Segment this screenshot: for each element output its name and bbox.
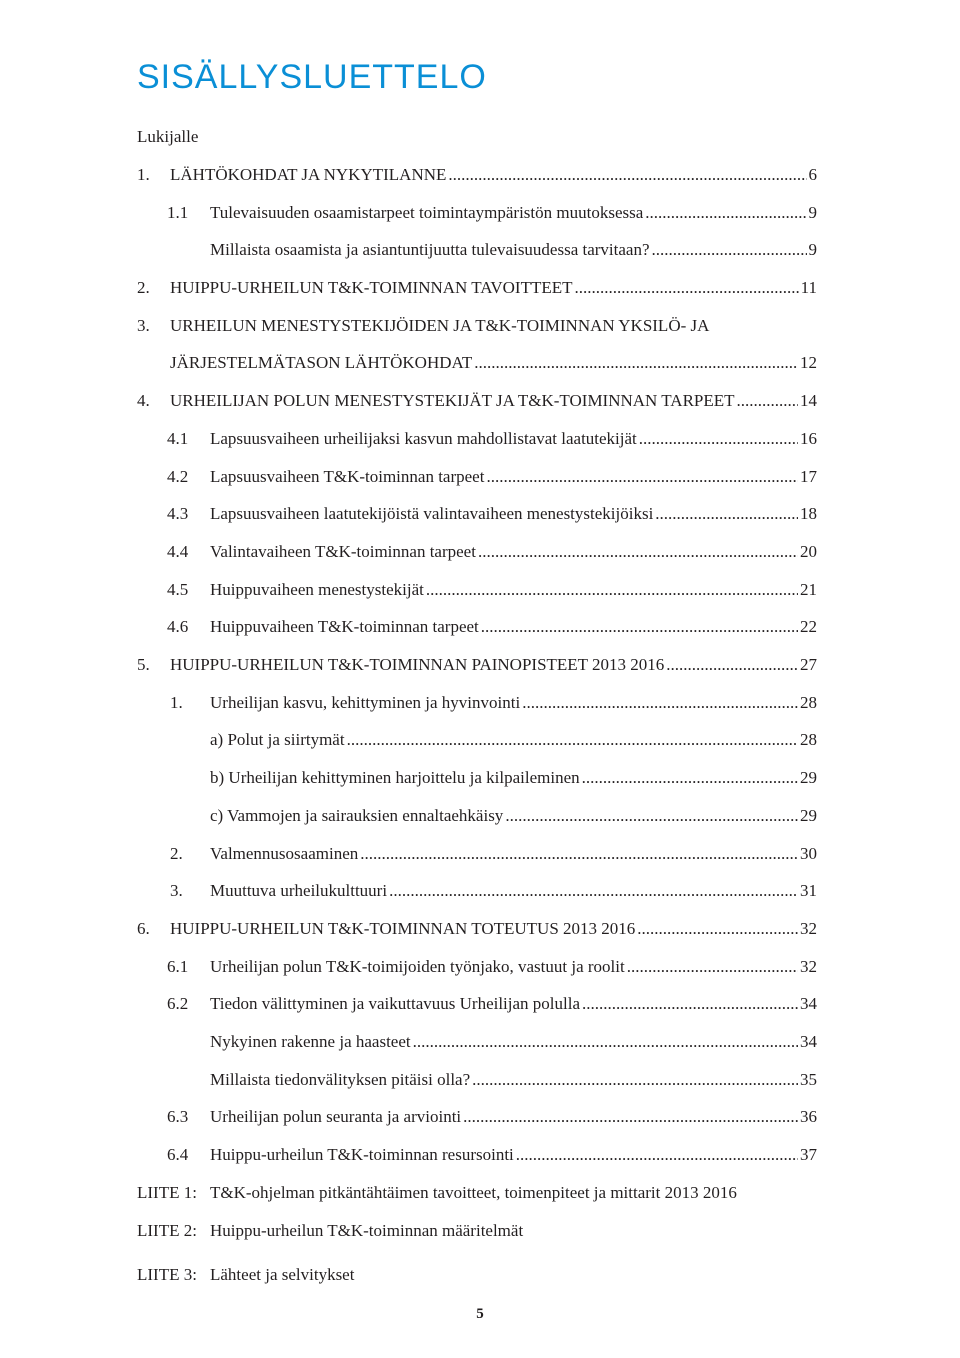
toc-entry-text: Millaista tiedonvälityksen pitäisi olla? bbox=[210, 1070, 471, 1089]
toc-entry-number: 6.3 bbox=[167, 1107, 189, 1126]
toc-entry-page: 9 bbox=[808, 240, 817, 259]
appendix-label: LIITE 2: bbox=[137, 1221, 197, 1240]
toc-entry-number: 4.1 bbox=[167, 429, 189, 448]
toc-leader-dots bbox=[645, 202, 806, 224]
toc-entry-page: 32 bbox=[800, 919, 817, 938]
toc-entry-text: HUIPPU-URHEILUN T&K-TOIMINNAN PAINOPISTEET 2013 2016 bbox=[170, 655, 665, 674]
toc-entry[interactable] bbox=[167, 428, 817, 450]
toc-entry-number: 3. bbox=[137, 316, 150, 335]
toc-entry-number: 4.2 bbox=[167, 467, 189, 486]
toc-entry-number: 6. bbox=[137, 919, 150, 938]
toc-leader-dots bbox=[652, 239, 807, 261]
toc-leader-dots bbox=[360, 843, 798, 865]
toc-entry-number: 2. bbox=[170, 844, 183, 863]
toc-entry-number: 4.3 bbox=[167, 504, 189, 523]
appendix-text: Huippu-urheilun T&K-toiminnan määritelmät bbox=[210, 1221, 524, 1240]
toc-entry-page: 12 bbox=[800, 353, 817, 372]
toc-entry-page: 17 bbox=[800, 467, 817, 486]
toc-entry[interactable] bbox=[170, 692, 817, 714]
toc-leader-dots bbox=[505, 805, 798, 827]
toc-leader-dots bbox=[463, 1106, 798, 1128]
toc-leader-dots bbox=[481, 616, 798, 638]
toc-entry-text: b) Urheilijan kehittyminen harjoittelu ja kilpaileminen bbox=[210, 768, 580, 787]
toc-entry-page: 28 bbox=[800, 730, 817, 749]
toc-lukijalle[interactable]: Lukijalle bbox=[137, 127, 199, 146]
toc-entry[interactable] bbox=[167, 579, 817, 601]
toc-entry[interactable] bbox=[170, 880, 817, 902]
toc-leader-dots bbox=[637, 918, 798, 940]
toc-entry-number: 6.2 bbox=[167, 994, 189, 1013]
toc-entry-text: Lapsuusvaiheen T&K-toiminnan tarpeet bbox=[210, 467, 485, 486]
toc-entry-text: Tulevaisuuden osaamistarpeet toimintaympäristön muutoksessa bbox=[210, 203, 644, 222]
toc-entry-page: 11 bbox=[800, 278, 817, 297]
toc-entry[interactable] bbox=[137, 918, 817, 940]
toc-entry-text: Urheilijan kasvu, kehittyminen ja hyvinvointi bbox=[210, 693, 521, 712]
toc-entry-page: 32 bbox=[800, 957, 817, 976]
toc-entry-page: 9 bbox=[808, 203, 817, 222]
toc-entry-number: 6.4 bbox=[167, 1145, 189, 1164]
toc-leader-dots bbox=[582, 767, 798, 789]
toc-entry-page: 22 bbox=[800, 617, 817, 636]
toc-entry-text: Lapsuusvaiheen urheilijaksi kasvun mahdollistavat laatutekijät bbox=[210, 429, 637, 448]
toc-entry[interactable] bbox=[210, 1069, 817, 1091]
toc-leader-dots bbox=[486, 466, 798, 488]
toc-entry-number: 3. bbox=[170, 881, 183, 900]
toc-entry-page: 31 bbox=[800, 881, 817, 900]
toc-entry[interactable] bbox=[167, 993, 817, 1015]
toc-entry[interactable] bbox=[167, 616, 817, 638]
toc-entry-page: 34 bbox=[800, 1032, 817, 1051]
toc-leader-dots bbox=[655, 503, 798, 525]
toc-entry-text: Muuttuva urheilukulttuuri bbox=[210, 881, 388, 900]
toc-entry-number: 1.1 bbox=[167, 203, 189, 222]
toc-leader-dots bbox=[582, 993, 798, 1015]
toc-entry[interactable] bbox=[137, 315, 817, 337]
toc-entry-text: HUIPPU-URHEILUN T&K-TOIMINNAN TOTEUTUS 2013 2016 bbox=[170, 919, 636, 938]
toc-entry-text: URHEILIJAN POLUN MENESTYSTEKIJÄT JA T&K-TOIMINNAN TARPEET bbox=[170, 391, 735, 410]
toc-entry-text: Nykyinen rakenne ja haasteet bbox=[210, 1032, 411, 1051]
toc-leader-dots bbox=[413, 1031, 798, 1053]
toc-entry-page: 35 bbox=[800, 1070, 817, 1089]
toc-leader-dots bbox=[472, 1069, 798, 1091]
toc-entry[interactable] bbox=[137, 277, 817, 299]
toc-entry[interactable] bbox=[167, 466, 817, 488]
toc-entry-page: 30 bbox=[800, 844, 817, 863]
toc-leader-dots bbox=[666, 654, 798, 676]
toc-entry-text: Valintavaiheen T&K-toiminnan tarpeet bbox=[210, 542, 476, 561]
toc-leader-dots bbox=[516, 1144, 798, 1166]
toc-leader-dots bbox=[639, 428, 798, 450]
toc-entry[interactable] bbox=[137, 390, 817, 412]
toc-entry-text: Valmennusosaaminen bbox=[210, 844, 359, 863]
toc-entry-page: 34 bbox=[800, 994, 817, 1013]
toc-leader-dots bbox=[522, 692, 798, 714]
toc-entry[interactable] bbox=[210, 767, 817, 789]
toc-entry-page: 18 bbox=[800, 504, 817, 523]
toc-entry[interactable] bbox=[137, 164, 817, 186]
toc-entry[interactable] bbox=[210, 1031, 817, 1053]
toc-entry-number: 5. bbox=[137, 655, 150, 674]
toc-entry-text: Millaista osaamista ja asiantuntijuutta tulevaisuudessa tarvitaan? bbox=[210, 240, 650, 259]
page-title: SISÄLLYSLUETTELO bbox=[137, 58, 487, 96]
toc-entry-text: Lapsuusvaiheen laatutekijöistä valintavaiheen menestystekijöiksi bbox=[210, 504, 654, 523]
appendix-entry[interactable] bbox=[137, 1220, 817, 1242]
toc-entry-page: 20 bbox=[800, 542, 817, 561]
toc-entry-page: 16 bbox=[800, 429, 817, 448]
toc-leader-dots bbox=[474, 352, 798, 374]
toc-entry-number: 1. bbox=[137, 165, 150, 184]
toc-entry[interactable] bbox=[167, 1144, 817, 1166]
toc-entry-number: 4.4 bbox=[167, 542, 189, 561]
toc-leader-dots bbox=[448, 164, 806, 186]
toc-entry-text: Huippuvaiheen menestystekijät bbox=[210, 580, 424, 599]
page-number: 5 bbox=[476, 1306, 484, 1322]
toc-entry-text: c) Vammojen ja sairauksien ennaltaehkäisy bbox=[210, 806, 504, 825]
toc-entry-number: 4.5 bbox=[167, 580, 189, 599]
toc-entry-text: Huippu-urheilun T&K-toiminnan resursointi bbox=[210, 1145, 514, 1164]
toc-entry-page: 37 bbox=[800, 1145, 817, 1164]
toc-entry-text: Huippuvaiheen T&K-toiminnan tarpeet bbox=[210, 617, 479, 636]
toc-entry-page: 29 bbox=[800, 806, 817, 825]
toc-leader-dots bbox=[737, 390, 798, 412]
toc-entry[interactable] bbox=[167, 956, 817, 978]
toc-leader-dots bbox=[478, 541, 798, 563]
appendix-entry[interactable] bbox=[137, 1264, 817, 1286]
toc-leader-dots bbox=[627, 956, 798, 978]
toc-entry[interactable] bbox=[210, 239, 817, 261]
toc-entry[interactable] bbox=[167, 503, 817, 525]
toc-entry-text: LÄHTÖKOHDAT JA NYKYTILANNE bbox=[170, 165, 447, 184]
toc-entry[interactable] bbox=[137, 654, 817, 676]
toc-entry[interactable] bbox=[170, 843, 817, 865]
toc-entry-text: Urheilijan polun seuranta ja arviointi bbox=[210, 1107, 462, 1126]
appendix-label: LIITE 1: bbox=[137, 1183, 197, 1202]
toc-entry-page: 29 bbox=[800, 768, 817, 787]
appendix-label: LIITE 3: bbox=[137, 1265, 197, 1284]
toc-entry[interactable] bbox=[170, 352, 817, 374]
appendix-text: T&K-ohjelman pitkäntähtäimen tavoitteet, toimenpiteet ja mittarit 2013 2016 bbox=[210, 1183, 737, 1202]
toc-leader-dots bbox=[575, 277, 799, 299]
toc-entry-text: a) Polut ja siirtymät bbox=[210, 730, 345, 749]
toc-entry-text: HUIPPU-URHEILUN T&K-TOIMINNAN TAVOITTEET bbox=[170, 278, 573, 297]
toc-leader-dots bbox=[347, 729, 798, 751]
toc-entry-text: JÄRJESTELMÄTASON LÄHTÖKOHDAT bbox=[170, 353, 473, 372]
toc-entry-number: 1. bbox=[170, 693, 183, 712]
toc-entry-text: Tiedon välittyminen ja vaikuttavuus Urheilijan polulla bbox=[210, 994, 581, 1013]
toc-entry-number: 6.1 bbox=[167, 957, 189, 976]
toc-entry-number: 4. bbox=[137, 391, 150, 410]
toc-entry-page: 27 bbox=[800, 655, 817, 674]
toc-entry[interactable] bbox=[167, 541, 817, 563]
toc-entry-number: 2. bbox=[137, 278, 150, 297]
toc-entry-page: 21 bbox=[800, 580, 817, 599]
toc-entry-page: 36 bbox=[800, 1107, 817, 1126]
toc-leader-dots bbox=[389, 880, 798, 902]
toc-entry[interactable] bbox=[167, 1106, 817, 1128]
toc-entry[interactable] bbox=[210, 729, 817, 751]
toc-entry-page: 6 bbox=[808, 165, 817, 184]
appendix-entry[interactable] bbox=[137, 1182, 817, 1204]
toc-entry-text: Urheilijan polun T&K-toimijoiden työnjako, vastuut ja roolit bbox=[210, 957, 625, 976]
toc-entry-number: 4.6 bbox=[167, 617, 189, 636]
toc-entry-page: 28 bbox=[800, 693, 817, 712]
toc-entry[interactable] bbox=[210, 805, 817, 827]
toc-entry-text: URHEILUN MENESTYSTEKIJÖIDEN JA T&K-TOIMINNAN YKSILÖ- JA bbox=[170, 316, 710, 335]
toc-leader-dots bbox=[426, 579, 798, 601]
toc-entry[interactable] bbox=[167, 202, 817, 224]
toc-entry-page: 14 bbox=[800, 391, 817, 410]
appendix-text: Lähteet ja selvitykset bbox=[210, 1265, 355, 1284]
